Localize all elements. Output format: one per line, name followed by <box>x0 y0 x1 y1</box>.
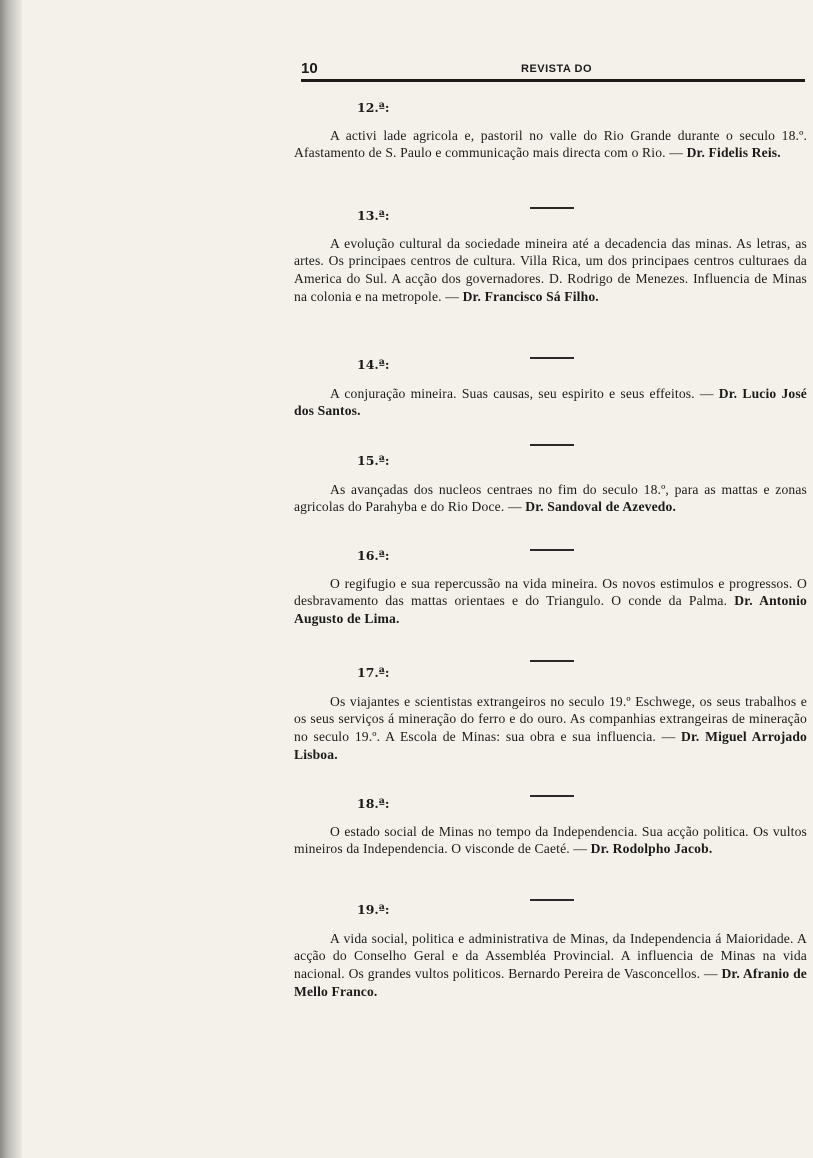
item-author: Dr. Francisco Sá Filho. <box>462 288 599 304</box>
separator-rule <box>530 660 574 662</box>
item-text: A conjuração mineira. Suas causas, seu espirito e seus effeitos. — <box>330 385 714 401</box>
item-paragraph <box>294 930 807 1001</box>
item-author: Dr. Miguel Arrojado Lisboa. <box>294 729 807 762</box>
item-paragraph <box>294 693 807 764</box>
item-text: O estado social de Minas no tempo da Independencia. Sua acção politica. Os vultos mineiros da Independencia. O visconde de Caeté. — <box>294 823 807 857</box>
item-paragraph <box>294 481 807 517</box>
page-number: 10 <box>301 60 318 77</box>
separator-rule <box>530 444 574 446</box>
item-heading: 14.ª: <box>357 357 390 372</box>
running-title: REVISTA DO <box>521 63 593 75</box>
item-text: A activi lade agricola e, pastoril no valle do Rio Grande durante o seculo 18.º. Afastamento de S. Paulo e communicação mais directa com o Rio. — <box>294 127 807 161</box>
item-paragraph <box>294 235 807 306</box>
item-author: Dr. Sandoval de Azevedo. <box>525 499 676 515</box>
item-paragraph <box>294 575 807 628</box>
book-spine-shadow <box>0 0 22 1158</box>
item-author: Dr. Rodolpho Jacob. <box>590 841 713 857</box>
separator-rule <box>530 357 574 359</box>
item-heading: 13.ª: <box>357 208 390 223</box>
item-text: A evolução cultural da sociedade mineira até a decadencia das minas. As letras, as artes. Os principaes centros de cultura. Villa Rica, um dos principaes centros culturaes da America do Sul. A acção dos governadores. D. Rodrigo de Menezes. Influencia de Minas na colonia e na metropole. — <box>294 235 807 304</box>
item-author: Dr. Lucio José dos Santos. <box>294 385 807 419</box>
item-heading: 15.ª: <box>357 453 390 468</box>
item-paragraph <box>294 127 807 163</box>
item-text: As avançadas dos nucleos centraes no fim do seculo 18.º, para as mattas e zonas agricolas do Parahyba e do Rio Doce. — <box>294 481 807 515</box>
item-heading: 17.ª: <box>357 665 390 680</box>
item-text: O regifugio e sua repercussão na vida mineira. Os novos estimulos e progressos. O desbravamento das mattas orientaes e do Triangulo. O conde da Palma. <box>294 575 807 609</box>
item-paragraph <box>294 385 807 421</box>
item-paragraph <box>294 823 807 859</box>
header-rule <box>301 79 805 82</box>
item-heading: 19.ª: <box>357 902 390 917</box>
item-heading: 12.ª: <box>357 100 390 115</box>
item-author: Dr. Antonio Augusto de Lima. <box>294 593 807 627</box>
item-text: Os viajantes e scientistas extrangeiros no seculo 19.º Eschwege, os seus trabalhos e os seus serviços á mineração do ferro e do ouro. As companhias extrangeiras de mineração no seculo 19.º. A Escola de Minas: sua obra e sua influencia. — <box>294 693 807 745</box>
item-heading: 16.ª: <box>357 548 390 563</box>
separator-rule <box>530 549 574 551</box>
item-author: Dr. Fidelis Reis. <box>686 145 781 161</box>
separator-rule <box>530 795 574 797</box>
separator-rule <box>530 207 574 209</box>
item-author: Dr. Afranio de Mello Franco. <box>294 966 807 999</box>
item-text: A vida social, politica e administrativa de Minas, da Independencia á Maioridade. A acção do Conselho Geral e da Assembléa Provincial. A influencia de Minas na vida nacional. Os grandes vultos politicos. Bernardo Pereira de Vasconcellos. — <box>294 930 807 982</box>
separator-rule <box>530 899 574 901</box>
item-heading: 18.ª: <box>357 796 390 811</box>
